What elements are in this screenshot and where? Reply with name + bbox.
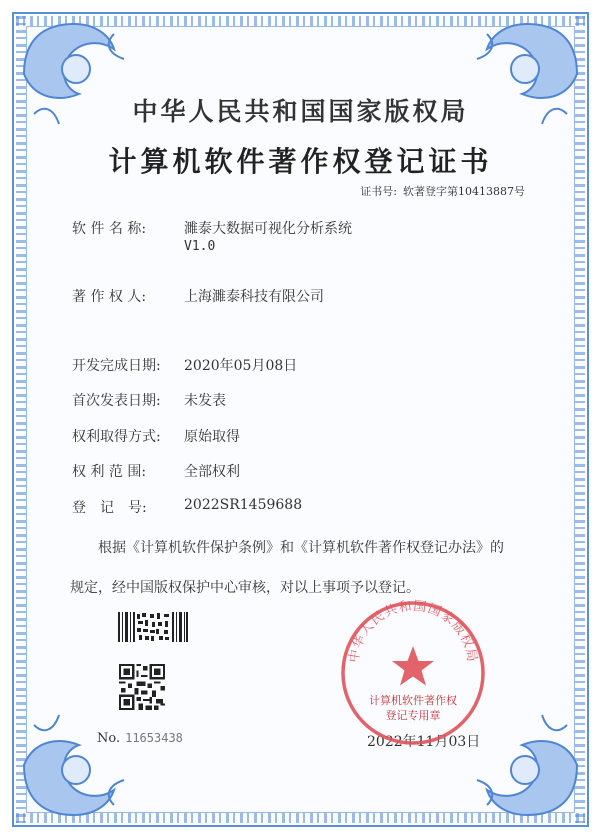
field-software-name bbox=[72, 218, 352, 254]
field-value: 2020年05月08日 bbox=[184, 358, 298, 374]
field-value: 濉泰大数据可视化分析系统 bbox=[184, 221, 352, 237]
field-label: 著 作 权 人: bbox=[72, 289, 147, 305]
serial-label: No. bbox=[97, 731, 121, 746]
statement-line-1: 根据《计算机软件保护条例》和《计算机软件著作权登记办法》的 bbox=[98, 540, 504, 556]
field-value: 原始取得 bbox=[184, 429, 240, 445]
field-rights-scope bbox=[72, 461, 240, 481]
field-registration-number bbox=[72, 497, 303, 517]
field-value: 上海濉泰科技有限公司 bbox=[184, 289, 324, 305]
serial-number bbox=[97, 731, 183, 746]
seal-ring-text: 中华人民共和国国家版权局 bbox=[346, 598, 480, 664]
field-label: 开发完成日期: bbox=[72, 358, 161, 374]
seal-star-icon bbox=[392, 646, 434, 686]
field-label: 软 件 名 称: bbox=[72, 221, 147, 237]
serial-value: 11653438 bbox=[125, 731, 183, 745]
field-rights-acquisition bbox=[72, 426, 240, 446]
field-completion-date bbox=[72, 355, 298, 375]
field-first-publish-date bbox=[72, 390, 226, 410]
field-value: 未发表 bbox=[184, 393, 226, 409]
seal-line-1: 计算机软件著作权 bbox=[369, 694, 457, 707]
field-label: 登 记 号: bbox=[72, 500, 147, 516]
barcode-icon bbox=[118, 612, 188, 642]
certificate-title: 计算机软件著作权登记证书 bbox=[108, 145, 493, 178]
statement-line-2: 规定，经中国版权保护中心审核，对以上事项予以登记。 bbox=[70, 580, 420, 596]
field-label: 权利取得方式: bbox=[72, 429, 161, 445]
corner-ornament-bottom-left bbox=[14, 695, 144, 825]
issuer-title: 中华人民共和国国家版权局 bbox=[132, 97, 469, 126]
field-copyright-owner bbox=[72, 286, 324, 306]
field-value: 2022SR1459688 bbox=[184, 497, 303, 513]
certificate-number bbox=[360, 183, 525, 199]
field-label: 权 利 范 围: bbox=[72, 464, 147, 480]
certificate-number-label: 证书号: bbox=[360, 185, 397, 198]
issue-date: 2022年11月03日 bbox=[367, 734, 481, 750]
field-label: 首次发表日期: bbox=[72, 393, 161, 409]
seal-line-2: 登记专用章 bbox=[385, 709, 441, 722]
field-value: 全部权利 bbox=[184, 464, 240, 480]
official-seal-stamp bbox=[338, 598, 488, 748]
field-value-version: V1.0 bbox=[184, 239, 216, 254]
certificate-number-value: 软著登字第10413887号 bbox=[403, 185, 525, 198]
qr-code-icon bbox=[119, 664, 165, 710]
registration-statement bbox=[70, 528, 540, 608]
